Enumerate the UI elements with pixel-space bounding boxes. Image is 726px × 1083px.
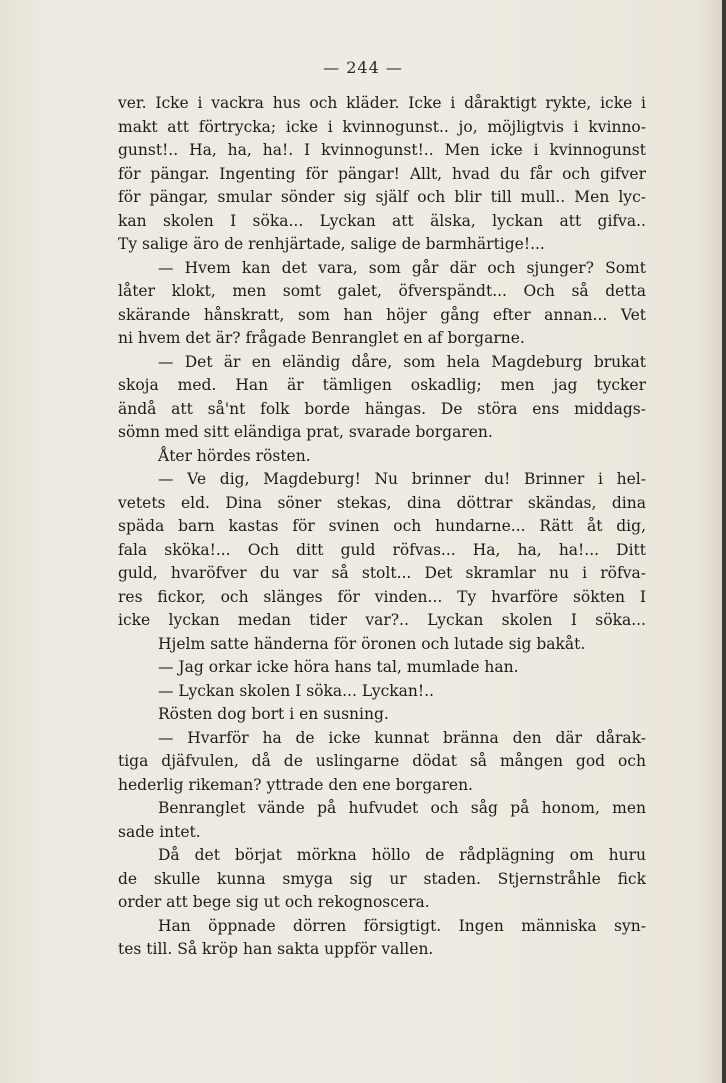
text-line: Då det börjat mörkna höllo de rådplägning om huru: [158, 846, 646, 864]
text-line: kan skolen I söka... Lyckan att älska, lyckan att gifva..: [118, 211, 646, 230]
text-line: tes till. Så kröp han sakta uppför vallen.: [118, 940, 434, 958]
text-line: ändå att så'nt folk borde hängas. De störa ens middags-: [118, 399, 646, 418]
text-line: hederlig rikeman? yttrade den ene borgaren.: [118, 775, 473, 794]
text-line: — Hvem kan det vara, som går där och sjunger? Somt: [158, 258, 646, 277]
text-line: skärande hånskratt, som han höjer gång efter annan... Vet: [118, 305, 646, 324]
text-line: res fickor, och slänges för vinden... Ty hvarföre sökten I: [118, 587, 646, 606]
text-line: — Ve dig, Magdeburg! Nu brinner du! Brinner i hel-: [158, 470, 646, 488]
page-number: — 244 —: [323, 58, 403, 77]
text-line: Benranglet vände på hufvudet och såg på honom, men: [158, 799, 646, 817]
text-line: icke lyckan medan tider var?.. Lyckan skolen I söka...: [118, 611, 646, 629]
text-line: fala sköka!... Och ditt guld röfvas... Ha, ha, ha!... Ditt: [118, 540, 646, 559]
scan-edge: [722, 0, 726, 1083]
body-text: [118, 92, 646, 962]
text-line: guld, hvaröfver du var så stolt... Det skramlar nu i röfva-: [118, 564, 646, 582]
text-line: sade intet.: [118, 822, 201, 841]
text-line: späda barn kastas för svinen och hundarne... Rätt åt dig,: [118, 517, 646, 535]
text-line: Han öppnade dörren försigtigt. Ingen människa syn-: [158, 916, 646, 935]
text-line: de skulle kunna smyga sig ur staden. Stjernstråhle fick: [118, 869, 646, 888]
text-line: tiga djäfvulen, då de uslingarne dödat så mången god och: [118, 752, 646, 770]
text-line: för pängar. Ingenting för pängar! Allt, hvad du får och gifver: [118, 164, 646, 183]
text-line: — Hvarför ha de icke kunnat bränna den där dårak-: [158, 728, 646, 747]
text-line: Hjelm satte händerna för öronen och lutade sig bakåt.: [158, 634, 586, 653]
text-line: ver. Icke i vackra hus och kläder. Icke i dåraktigt rykte, icke i: [118, 94, 646, 112]
text-line: Ty salige äro de renhjärtade, salige de barmhärtige!...: [118, 235, 545, 253]
text-line: — Jag orkar icke höra hans tal, mumlade han.: [158, 658, 519, 676]
text-line: — Det är en eländig dåre, som hela Magdeburg brukat: [158, 352, 646, 371]
text-line: ni hvem det är? frågade Benranglet en af borgarne.: [118, 329, 525, 347]
text-line: sömn med sitt eländiga prat, svarade borgaren.: [118, 423, 493, 441]
text-line: vetets eld. Dina söner stekas, dina döttrar skändas, dina: [118, 493, 646, 512]
text-line: Rösten dog bort i en susning.: [158, 705, 389, 723]
text-line: — Lyckan skolen I söka... Lyckan!..: [158, 681, 434, 700]
text-line: för pängar, smular sönder sig själf och blir till mull.. Men lyc-: [118, 188, 646, 206]
text-line: Åter hördes rösten.: [158, 446, 311, 465]
text-line: skoja med. Han är tämligen oskadlig; men jag tycker: [118, 376, 646, 394]
text-line: låter klokt, men somt galet, öfverspändt... Och så detta: [118, 282, 646, 300]
text-line: makt att förtrycka; icke i kvinnogunst.. jo, möjligtvis i kvinno-: [118, 117, 646, 136]
text-line: gunst!.. Ha, ha, ha!. I kvinnogunst!.. Men icke i kvinnogunst: [118, 141, 646, 159]
text-line: order att bege sig ut och rekognoscera.: [118, 893, 430, 911]
